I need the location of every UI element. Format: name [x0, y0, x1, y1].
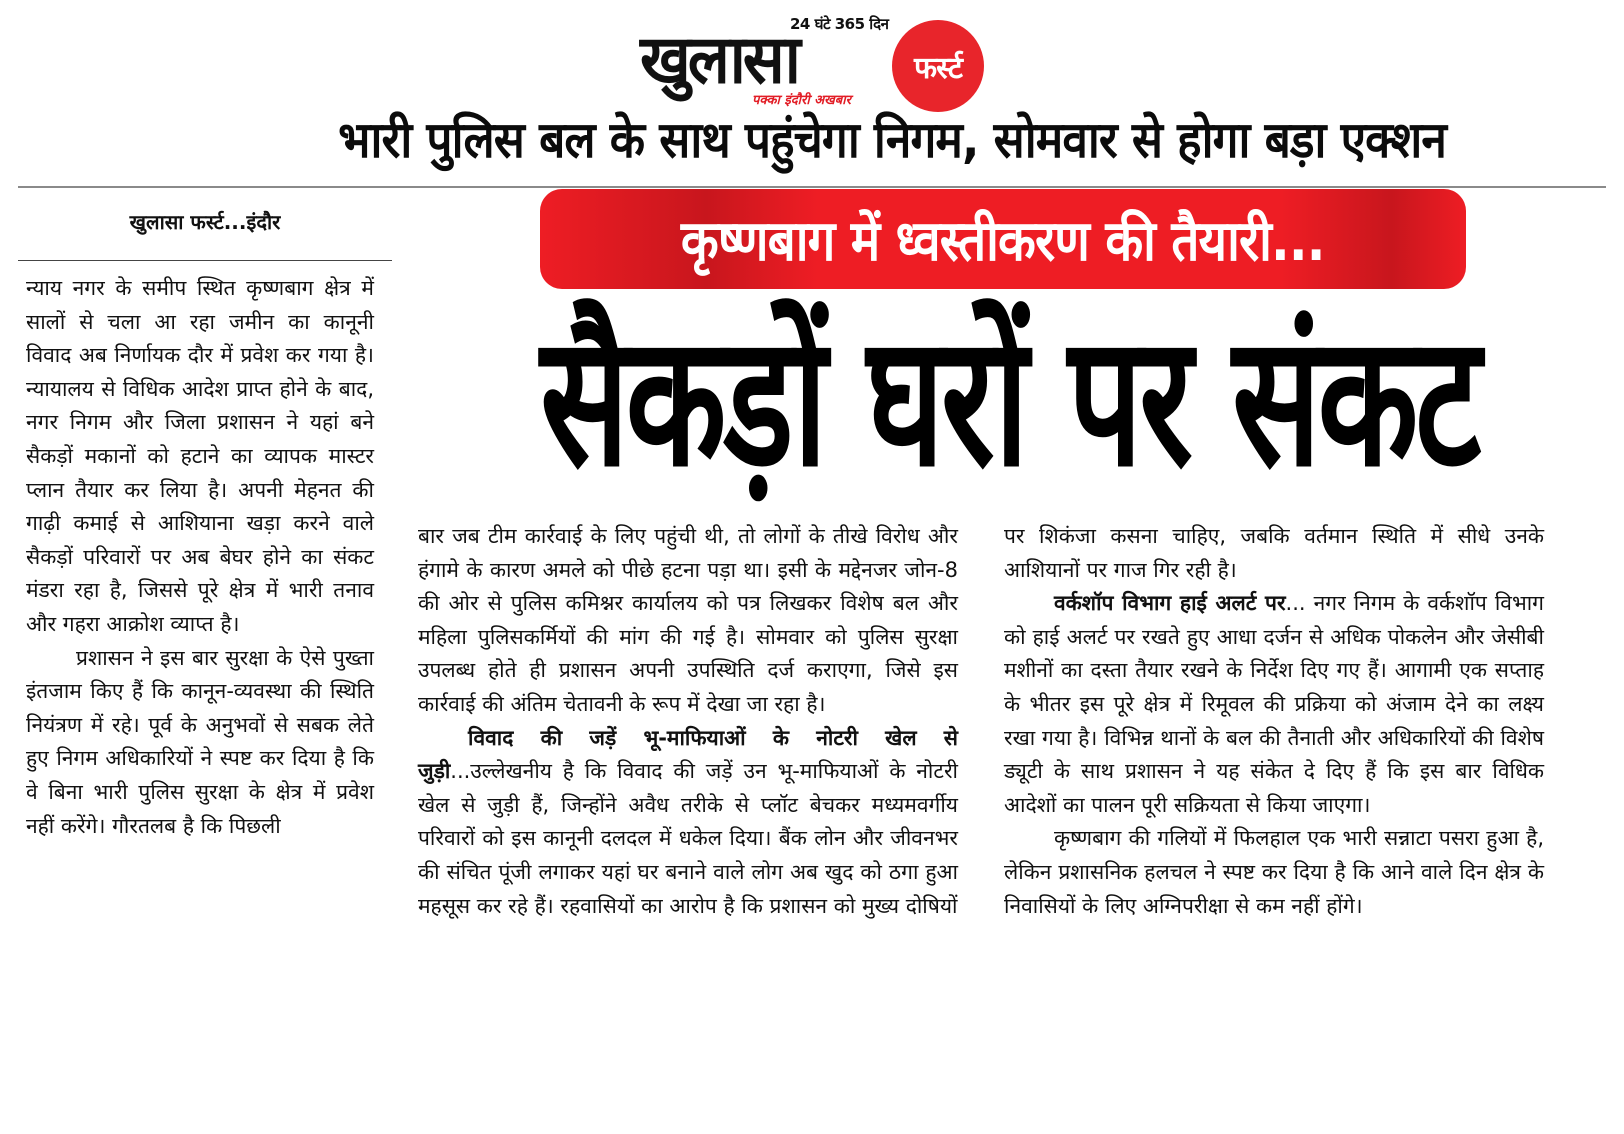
- paragraph-body: ...उल्लेखनीय है कि विवाद की जड़ें उन भू-माफियाओं के नोटरी खेल से जुड़ी हैं, जिन्होंने अवैध तरीके से प्लॉट बेचकर मध्यमवर्गीय परिवारों को इस कानूनी दलदल में धकेल दिया। बैंक लोन और जीवनभर की संचित पूंजी लगाकर यहां घर बनाने वाले लोग अब खुद को ठगा हुआ महसूस कर रहे हैं। रहवासियों का आरोप है कि प्रशासन को मुख्य दोषियों: [418, 759, 958, 918]
- paragraph: बार जब टीम कार्रवाई के लिए पहुंची थी, तो लोगों के तीखे विरोध और हंगामे के कारण अमले को पीछे हटना पड़ा था। इसी के मद्देनजर जोन-8 की ओर से पुलिस कमिश्नर कार्यालय को पत्र लिखकर विशेष बल और महिला पुलिसकर्मियों की मांग की गई है। सोमवार को पुलिस सुरक्षा उपलब्ध होते ही प्रशासन अपनी उपस्थिति दर्ज कराएगा, जिसे इस कार्रवाई की अंतिम चेतावनी के रूप में देखा जा रहा है।: [418, 524, 958, 716]
- logo-red-circle-icon: [892, 20, 984, 112]
- paragraph-body: ... नगर निगम के वर्कशॉप विभाग को हाई अलर्ट पर रखते हुए आधा दर्जन से अधिक पोकलेन और जेसीबी मशीनों का दस्ता तैयार रखने के निर्देश दिए गए हैं। आगामी एक सप्ताह के भीतर इस पूरे क्षेत्र में रिमूवल की प्रक्रिया को अंजाम देने का लक्ष्य रखा गया है। विभिन्न थानों के बल की तैनाती और अधिकारियों की विशेष ड्यूटी के साथ प्रशासन ने यह संकेत दे दिए हैं कि इस बार विधिक आदेशों का पालन पूरी सक्रियता से किया जाएगा।: [1004, 591, 1544, 817]
- banner-text: कृष्णबाग में ध्वस्तीकरण की तैयारी...: [681, 209, 1325, 274]
- logo-circle-text: फर्स्ट: [914, 50, 962, 86]
- dateline-divider: [18, 260, 392, 261]
- top-headline: [0, 108, 1624, 172]
- article-column-3: [1004, 520, 1544, 923]
- paragraph: कृष्णबाग की गलियों में फिलहाल एक भारी सन्नाटा पसरा हुआ है, लेकिन प्रशासनिक हलचल ने स्पष्ट कर दिया है कि आने वाले दिन क्षेत्र के निवासियों के लिए अग्निपरीक्षा से कम नहीं होंगे।: [1004, 826, 1544, 918]
- subheading: वर्कशॉप विभाग हाई अलर्ट पर: [1054, 591, 1286, 616]
- main-headline-text: सैकड़ों घरों पर संकट: [540, 296, 1478, 506]
- main-headline: [404, 296, 1614, 506]
- paragraph: न्याय नगर के समीप स्थित कृष्णबाग क्षेत्र में सालों से चला आ रहा जमीन का कानूनी विवाद अब निर्णायक दौर में प्रवेश कर गया है। न्यायालय से विधिक आदेश प्राप्त होने के बाद, नगर निगम और जिला प्रशासन ने यहां बने सैकड़ों मकानों को हटाने का व्यापक मास्टर प्लान तैयार कर लिया है। अपनी मेहनत की गाढ़ी कमाई से आशियाना खड़ा करने वाले सैकड़ों परिवारों पर अब बेघर होने का संकट मंडरा रहा है, जिससे पूरे क्षेत्र में भारी तनाव और गहरा आक्रोश व्याप्त है।: [26, 276, 374, 636]
- red-banner: [540, 189, 1466, 289]
- article-column-1: [26, 272, 374, 843]
- masthead-tagline: 24 घंटे 365 दिन: [790, 15, 889, 33]
- paragraph: [418, 722, 958, 924]
- article-column-2: [418, 520, 958, 923]
- paragraph: [1004, 587, 1544, 822]
- subheading: विवाद की जड़ें भू-माफियाओं के नोटरी खेल से जुड़ी: [418, 725, 958, 784]
- masthead: [640, 8, 1000, 108]
- paragraph: पर शिकंजा कसना चाहिए, जबकि वर्तमान स्थिति में सीधे उनके आशियानों पर गाज गिर रही है।: [1004, 524, 1544, 582]
- top-headline-text: भारी पुलिस बल के साथ पहुंचेगा निगम, सोमवार से होगा बड़ा एक्शन: [338, 111, 1446, 169]
- masthead-subtitle: पक्का इंदौरी अखबार: [752, 93, 851, 108]
- headline-divider: [18, 186, 1606, 188]
- dateline: खुलासा फर्स्ट...इंदौर: [129, 210, 281, 234]
- newspaper-logo-text: खुलासा: [640, 19, 798, 99]
- paragraph: प्रशासन ने इस बार सुरक्षा के ऐसे पुख्ता इंतजाम किए हैं कि कानून-व्यवस्था की स्थिति नियंत्रण में रहे। पूर्व के अनुभवों से सबक लेते हुए निगम अधिकारियों ने स्पष्ट कर दिया है कि वे बिना भारी पुलिस सुरक्षा के क्षेत्र में प्रवेश नहीं करेंगे। गौरतलब है कि पिछली: [26, 645, 374, 838]
